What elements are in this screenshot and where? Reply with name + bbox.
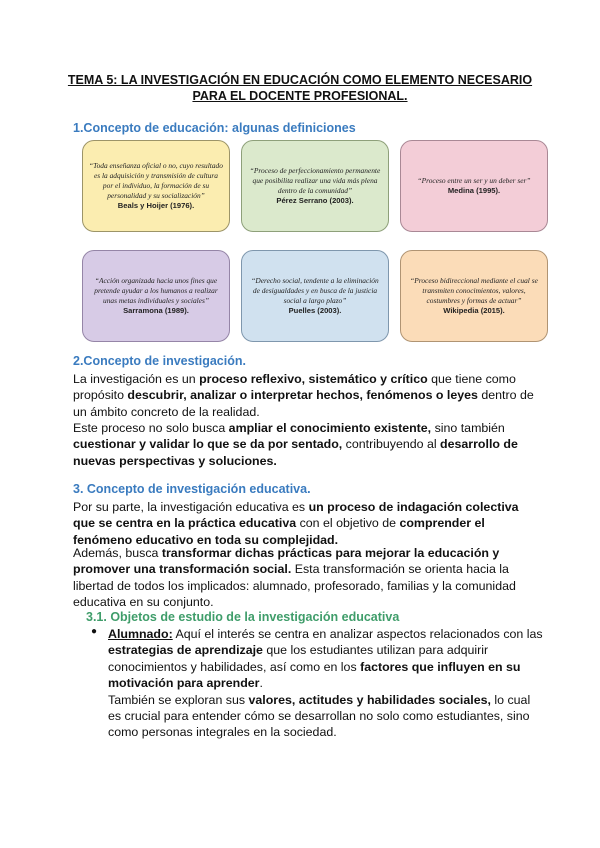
text: Por su parte, la investigación educativa es: [73, 500, 309, 514]
text: dentro de un ámbito concreto de la realidad.: [73, 388, 534, 419]
definition-box: [241, 140, 389, 232]
emphasis: estrategias de aprendizaje: [108, 643, 263, 658]
text: Este proceso no solo busca: [73, 421, 229, 435]
definition-author: Medina (1995).: [447, 186, 501, 195]
definition-author: Pérez Serrano (2003).: [276, 196, 354, 205]
section-2-paragraph-1: [73, 371, 543, 420]
emphasis: ampliar el conocimiento existente,: [228, 421, 432, 435]
text: También se exploran sus: [108, 692, 249, 707]
emphasis: descubrir, analizar o interpretar hechos, fenómenos o leyes: [127, 388, 478, 403]
text: lo cual es crucial para entender cómo se desarrollan no solo como estudiantes, sino como personas integrales en la sociedad.: [108, 692, 531, 740]
definitions-grid: [82, 140, 548, 348]
emphasis: cuestionar y validar lo que se da por sentado,: [73, 437, 343, 452]
definition-box: [82, 250, 230, 342]
section-3-heading: 3. Concepto de investigación educativa.: [73, 482, 311, 496]
section-3-paragraph-1: [73, 499, 543, 548]
document-title: [60, 72, 540, 104]
text: que los estudiantes utilizan para adquirir conocimientos y habilidades, así como en los: [108, 643, 489, 674]
list-item-alumnado: [108, 626, 544, 741]
definition-quote: “Proceso bidireccional mediante el cual se transmiten conocimientos, valores, costumbres y formas de actuar”: [410, 276, 538, 305]
text: con el objetivo de: [296, 516, 400, 531]
subsection-3-1-heading: 3.1. Objetos de estudio de la investigación educativa: [86, 610, 400, 624]
emphasis: proceso reflexivo, sistemático y crítico: [199, 372, 428, 386]
section-1-heading: 1.Concepto de educación: algunas definiciones: [73, 121, 356, 135]
definition-quote: “Toda enseñanza oficial o no, cuyo resultado es la adquisición y transmisión de cultura por el individuo, la formación de su personalidad y su socialización”: [89, 161, 223, 200]
text: Además, busca: [73, 546, 162, 560]
definition-box: [400, 250, 548, 342]
definition-quote: “Acción organizada hacia unos fines que pretende ayudar a los humanos a realizar unas metas individuales y sociales”: [94, 276, 218, 305]
emphasis: transformar dichas prácticas para mejorar la educación y promover una transformación social.: [73, 546, 500, 577]
emphasis: valores, actitudes y habilidades sociales,: [248, 692, 491, 707]
definition-author: Puelles (2003).: [288, 306, 342, 315]
definition-box: [241, 250, 389, 342]
text: Aquí el interés se centra en analizar aspectos relacionados con las: [172, 627, 543, 641]
definition-box: [400, 140, 548, 232]
text: Esta transformación se orienta hacia la libertad de todos los implicados: alumnado, profesorado, familias y la comunidad educativa en su conjunto.: [73, 562, 516, 610]
list-item-label: Alumnado:: [108, 627, 173, 641]
definition-quote: “Proceso entre un ser y un deber ser”: [417, 176, 531, 185]
emphasis: desarrollo de nuevas perspectivas y soluciones.: [73, 437, 518, 468]
text: .: [259, 676, 263, 691]
text: La investigación es un: [73, 372, 200, 386]
section-2-paragraph-2: [73, 420, 543, 469]
definition-author: Beals y Hoijer (1976).: [117, 201, 195, 210]
text: contribuyendo al: [342, 437, 441, 452]
text: sino también: [431, 421, 505, 435]
emphasis: factores que influyen en su motivación para aprender: [108, 659, 521, 691]
emphasis: un proceso de indagación colectiva que se centra en la práctica educativa: [73, 500, 519, 531]
title-line-1: TEMA 5: LA INVESTIGACIÓN EN EDUCACIÓN COMO ELEMENTO NECESARIO: [67, 73, 533, 87]
definition-author: Sarramona (1989).: [123, 306, 189, 315]
emphasis: comprender el fenómeno educativo en toda su complejidad.: [73, 516, 485, 547]
section-3-paragraph-2: [73, 545, 543, 611]
definition-box: [82, 140, 230, 232]
definition-author: Wikipedia (2015).: [443, 306, 505, 315]
title-line-2: PARA EL DOCENTE PROFESIONAL.: [192, 89, 408, 103]
bullet-icon: ●: [91, 626, 98, 637]
section-2-heading: 2.Concepto de investigación.: [73, 354, 246, 368]
text: que tiene como propósito: [73, 372, 516, 403]
definition-quote: “Derecho social, tendente a la eliminación de desigualdades y en busca de la justicia social a largo plazo”: [251, 276, 379, 305]
definition-quote: “Proceso de perfeccionamiento permanente que posibilita realizar una vida más plena dentro de la comunidad”: [249, 166, 381, 195]
